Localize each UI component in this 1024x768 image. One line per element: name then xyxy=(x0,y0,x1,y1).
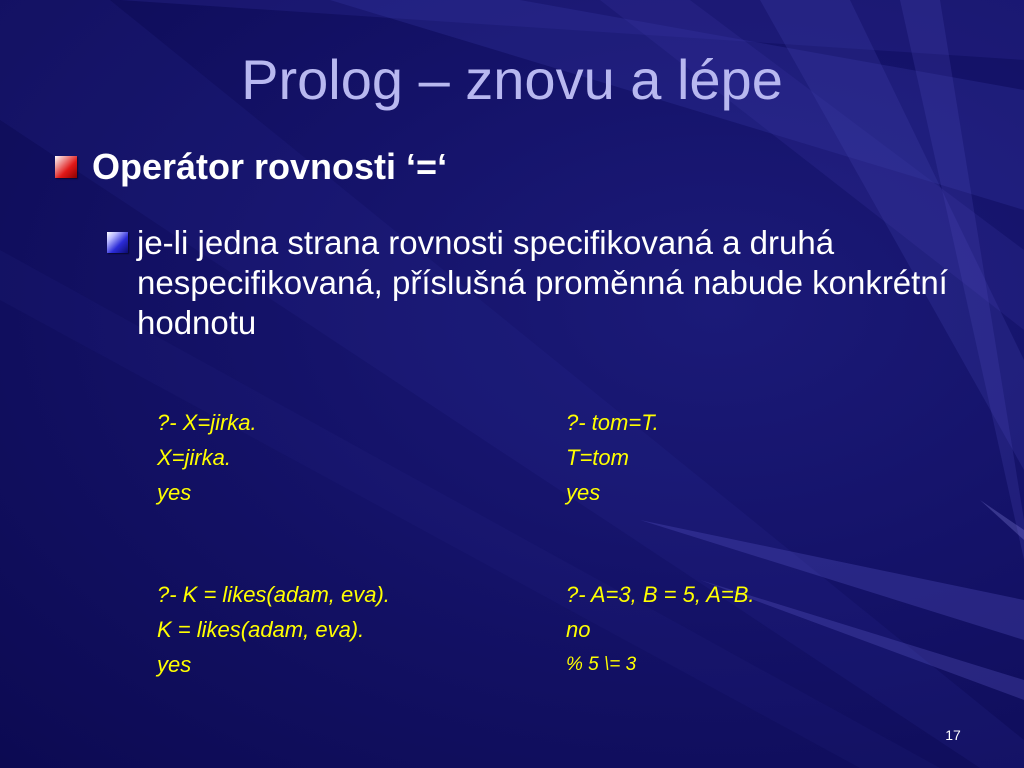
code-line: yes xyxy=(157,480,192,505)
code-line: X=jirka. xyxy=(157,445,231,470)
bullet-description: je-li jedna strana rovnosti specifikovaná a druhá nespecifikovaná, příslušná proměnná nabude konkrétní hodnotu xyxy=(137,224,948,341)
code-line: ?- tom=T. xyxy=(566,410,659,435)
bullet-operator: Operátor rovnosti ‘=‘ xyxy=(92,146,448,187)
code-line: no xyxy=(566,617,591,642)
page-number: 17 xyxy=(945,727,961,743)
code-line: ?- K = likes(adam, eva). xyxy=(157,582,390,607)
bullet-square-red-icon xyxy=(55,156,77,178)
example-likes xyxy=(157,577,390,682)
code-line: T=tom xyxy=(566,445,629,470)
code-line: yes xyxy=(566,480,601,505)
example-tom xyxy=(566,405,659,510)
code-line: K = likes(adam, eva). xyxy=(157,617,365,642)
code-line: yes xyxy=(157,652,192,677)
code-line: ?- X=jirka. xyxy=(157,410,257,435)
code-line: ?- A=3, B = 5, A=B. xyxy=(566,582,755,607)
code-comment: % 5 \= 3 xyxy=(566,654,637,675)
slide-title: Prolog – znovu a lépe xyxy=(241,48,783,111)
bullet-square-blue-icon xyxy=(107,232,128,253)
example-numbers xyxy=(566,577,755,682)
example-jirka xyxy=(157,405,257,510)
